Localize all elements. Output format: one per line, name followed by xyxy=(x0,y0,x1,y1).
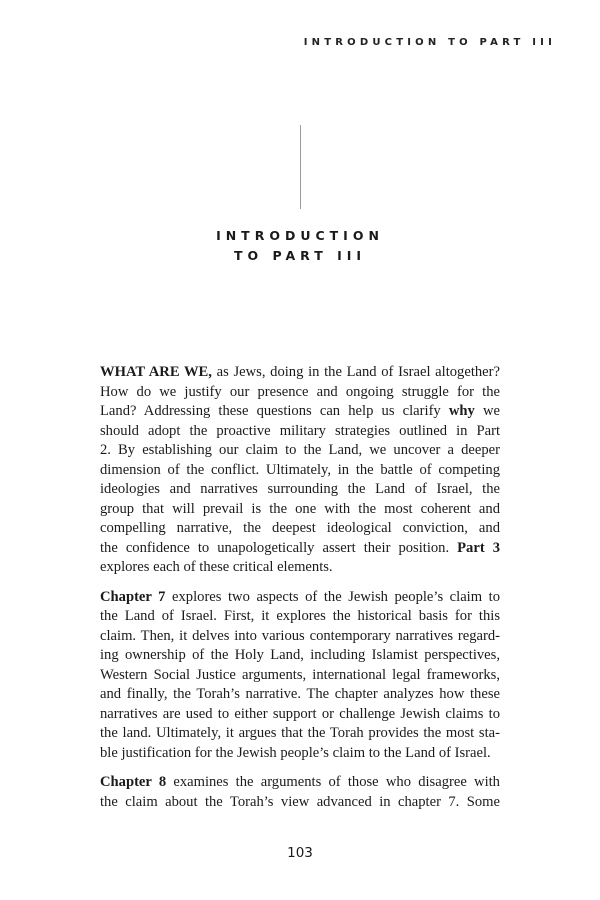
text-line: group that will prevail is the one with the most coherent and xyxy=(100,500,500,517)
text-line: Land? Addressing these questions can help us clarify why we xyxy=(100,403,500,419)
text-line: ing ownership of the Holy Land, including Islamist perspectives, xyxy=(100,647,500,663)
page-number: 103 xyxy=(287,845,313,861)
text-line: the confidence to unapologetically assert their position. Part 3 xyxy=(100,539,500,556)
paragraph xyxy=(100,773,500,812)
text-line: should adopt the proactive military strategies outlined in Part xyxy=(100,422,500,439)
text-line: compelling narrative, the deepest ideological conviction, and xyxy=(100,520,500,536)
text-line: and finally, the Torah’s narrative. The chapter analyzes how these xyxy=(100,686,500,702)
text-line: the claim about the Torah’s view advanced in chapter 7. Some xyxy=(100,793,500,810)
text-line: claim. Then, it delves into various contemporary narratives regard- xyxy=(100,627,500,644)
body-text xyxy=(100,363,500,812)
text-line: Western Social Justice arguments, international legal frameworks, xyxy=(100,666,500,683)
text-line: 2. By establishing our claim to the Land, we uncover a deeper xyxy=(100,442,500,458)
paragraph xyxy=(100,363,500,578)
text-line: the Land of Israel. First, it explores the historical basis for this xyxy=(100,608,500,624)
paragraph xyxy=(100,588,500,764)
text-line: ideologies and narratives surrounding the Land of Israel, the xyxy=(100,481,500,497)
text-line: How do we justify our presence and ongoing struggle for the xyxy=(100,383,500,400)
text-line: ble justification for the Jewish people’s claim to the Land of Israel. xyxy=(100,744,491,761)
running-head: INTRODUCTION TO PART III xyxy=(303,37,556,48)
text-line: WHAT ARE WE, as Jews, doing in the Land of Israel altogether? xyxy=(100,364,500,380)
text-line: Chapter 7 explores two aspects of the Jewish people’s claim to xyxy=(100,588,500,605)
text-line: explores each of these critical elements. xyxy=(100,559,333,575)
text-line: dimension of the conflict. Ultimately, in the battle of competing xyxy=(100,461,500,478)
vertical-divider xyxy=(300,125,301,209)
chapter-title-line-2: TO PART III xyxy=(233,248,367,263)
text-line: Chapter 8 examines the arguments of those who disagree with xyxy=(100,774,500,790)
text-line: the land. Ultimately, it argues that the Torah provides the most sta- xyxy=(100,725,500,741)
text-line: narratives are used to either support or challenge Jewish claims to xyxy=(100,705,500,722)
chapter-title-line-1: INTRODUCTION xyxy=(216,228,384,243)
